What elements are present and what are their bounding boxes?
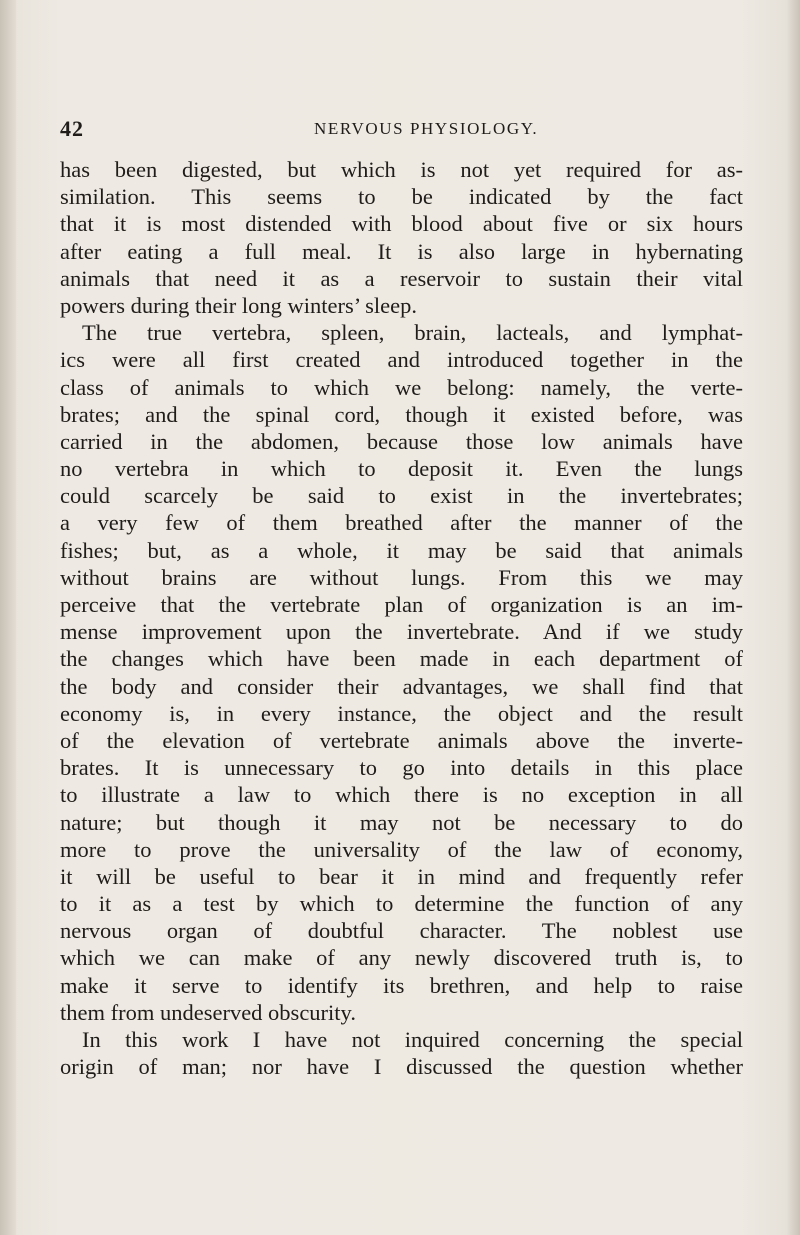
text-line: animals that need it as a reservoir to sustain their vital bbox=[60, 265, 743, 291]
text-line: origin of man; nor have I discussed the question whether bbox=[60, 1054, 743, 1080]
page-header bbox=[60, 116, 740, 146]
page-number: 42 bbox=[60, 116, 84, 141]
text-line: could scarcely be said to exist in the invertebrates; bbox=[60, 483, 743, 509]
text-line: that it is most distended with blood about five or six hours bbox=[60, 211, 743, 237]
text-line: perceive that the vertebrate plan of organization is an im- bbox=[60, 592, 743, 617]
page-binding-shadow-right bbox=[786, 0, 800, 1235]
text-line: no vertebra in which to deposit it. Even the lungs bbox=[60, 456, 743, 482]
text-line: brates; and the spinal cord, though it existed before, was bbox=[60, 401, 743, 427]
text-line: without brains are without lungs. From this we may bbox=[60, 564, 743, 590]
page-binding-shadow-left bbox=[0, 0, 16, 1235]
text-line: has been digested, but which is not yet required for as- bbox=[60, 157, 743, 182]
text-line: a very few of them breathed after the manner of the bbox=[60, 510, 743, 536]
body-text bbox=[60, 156, 743, 1080]
text-line: more to prove the universality of the law of economy, bbox=[60, 836, 743, 862]
text-line: to it as a test by which to determine the function of any bbox=[60, 891, 743, 917]
text-line: the changes which have been made in each department of bbox=[60, 646, 743, 672]
text-line: after eating a full meal. It is also large in hybernating bbox=[60, 238, 743, 264]
text-line: of the elevation of vertebrate animals above the inverte- bbox=[60, 727, 743, 753]
text-line: In this work I have not inquired concerning the special bbox=[82, 1027, 743, 1052]
text-line: similation. This seems to be indicated by the fact bbox=[60, 184, 743, 210]
text-line: nature; but though it may not be necessary to do bbox=[60, 809, 743, 835]
text-line: carried in the abdomen, because those low animals have bbox=[60, 428, 743, 454]
text-line: class of animals to which we belong: namely, the verte- bbox=[60, 374, 743, 400]
text-line: economy is, in every instance, the object and the result bbox=[60, 700, 743, 726]
text-line: them from undeserved obscurity. bbox=[60, 999, 356, 1025]
text-line: brates. It is unnecessary to go into details in this place bbox=[60, 755, 743, 781]
text-line: it will be useful to bear it in mind and frequently refer bbox=[60, 863, 743, 889]
running-title: NERVOUS PHYSIOLOGY. bbox=[314, 119, 539, 138]
text-line: The true vertebra, spleen, brain, lacteals, and lymphat- bbox=[82, 320, 743, 346]
text-line: nervous organ of doubtful character. The noblest use bbox=[60, 918, 743, 944]
text-line: ics were all first created and introduced together in the bbox=[60, 347, 743, 373]
text-line: make it serve to identify its brethren, and help to raise bbox=[60, 972, 743, 998]
text-line: the body and consider their advantages, we shall find that bbox=[60, 673, 743, 699]
text-line: to illustrate a law to which there is no exception in all bbox=[60, 782, 743, 808]
text-line: powers during their long winters’ sleep. bbox=[60, 292, 418, 318]
text-line: which we can make of any newly discovered truth is, to bbox=[60, 945, 743, 971]
text-line: mense improvement upon the invertebrate. And if we study bbox=[60, 619, 743, 645]
text-line: fishes; but, as a whole, it may be said that animals bbox=[60, 537, 743, 563]
